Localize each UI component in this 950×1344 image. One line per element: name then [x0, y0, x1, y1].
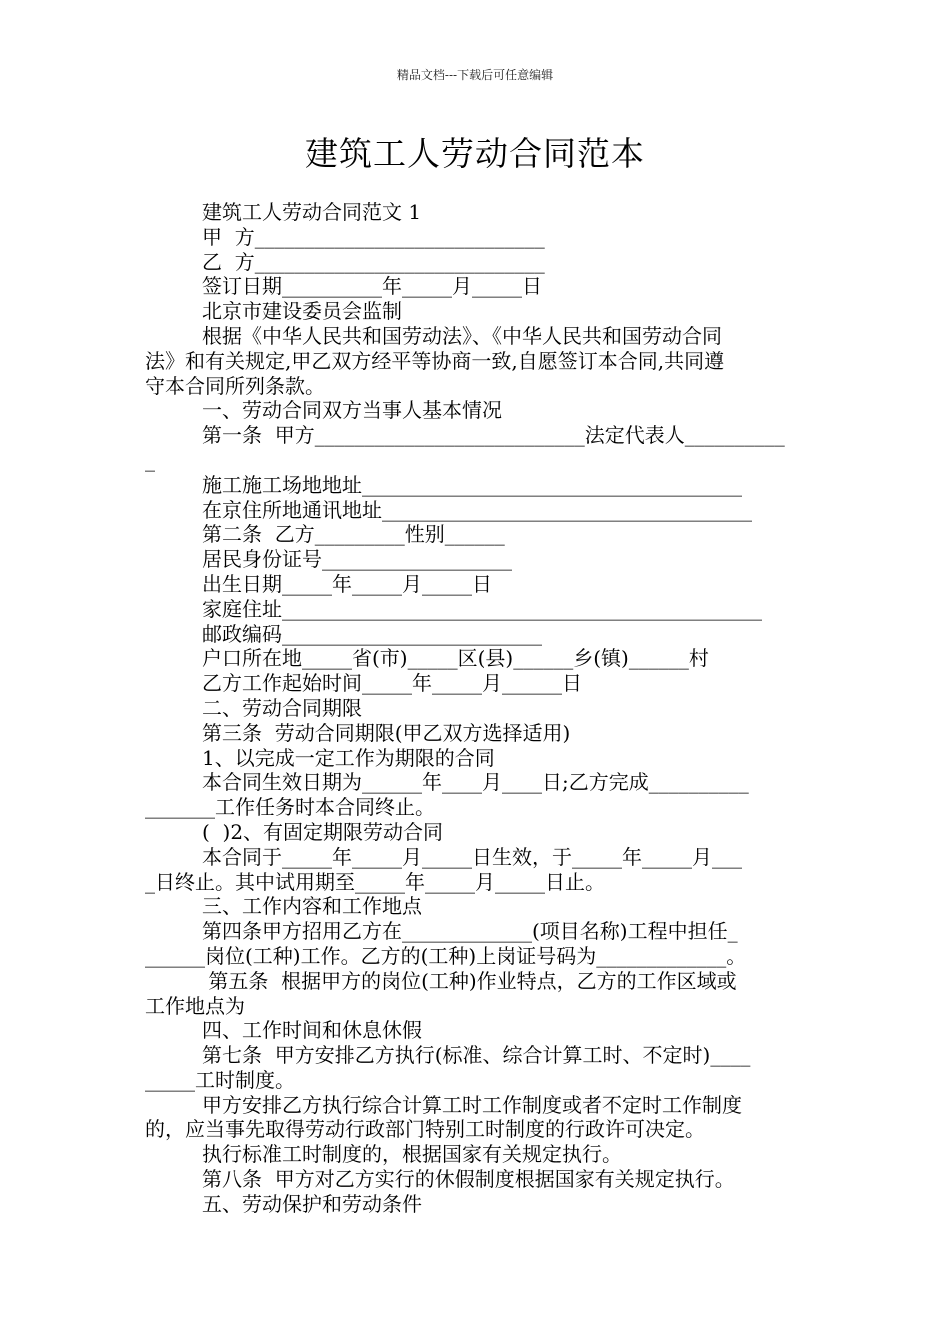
line-preamble-3: 守本合同所列条款。 — [145, 373, 325, 398]
section-heading-5: 五、劳动保护和劳动条件 — [202, 1191, 422, 1216]
line-preamble-2: 法》和有关规定,甲乙双方经平等协商一致,自愿签订本合同,共同遵 — [145, 348, 725, 373]
clause-5-line-2: 工作地点为 — [145, 993, 245, 1018]
clause-8-line: 第八条 甲方对乙方实行的休假制度根据国家有关规定执行。 — [202, 1167, 735, 1192]
line-birth-date: 出生日期_____年_____月_____日 — [202, 571, 492, 596]
line-subtitle: 建筑工人劳动合同范文 1 — [202, 200, 422, 224]
clause-2-line: 第二条 乙方_________性别______ — [202, 522, 505, 547]
section-heading-3: 三、工作内容和工作地点 — [202, 894, 422, 919]
clause-7-line-2: _____工时制度。 — [145, 1067, 295, 1092]
section-heading-2: 二、劳动合同期限 — [202, 695, 362, 720]
clause-7-line-1: 第七条 甲方安排乙方执行(标准、综合计算工时、不定时)____ — [202, 1043, 751, 1068]
option-2-detail-1: 本合同于_____年_____月_____日生效，于_____年_____月___ — [202, 844, 742, 869]
option-1-line: 1、以完成一定工作为期限的合同 — [202, 745, 495, 770]
line-preamble-1: 根据《中华人民共和国劳动法》、《中华人民共和国劳动合同 — [202, 323, 722, 348]
paragraph-comprehensive-1: 甲方安排乙方执行综合计算工时工作制度或者不定时工作制度 — [202, 1092, 742, 1117]
line-party-b: 乙 方_____________________________ — [202, 249, 545, 274]
line-postal-code: 邮政编码__________________________ — [202, 621, 542, 646]
document-body — [145, 200, 810, 1217]
section-heading-1: 一、劳动合同双方当事人基本情况 — [202, 398, 502, 423]
option-2-detail-2: _日终止。其中试用期至_____年_____月_____日止。 — [145, 869, 605, 894]
clause-1-line-1: 第一条 甲方___________________________法定代表人__________ — [202, 423, 785, 448]
clause-1-line-2: _ — [145, 447, 155, 472]
line-household: 户口所在地_____省(市)_____区(县)______乡(镇)______村 — [202, 646, 709, 671]
document-title: 建筑工人劳动合同范本 — [305, 134, 645, 173]
line-site-address: 施工施工场地地址______________________________________ — [202, 472, 742, 497]
clause-4-line-2: ______岗位(工种)工作。乙方的(工种)上岗证号码为_____________。 — [145, 943, 747, 968]
clause-3-line: 第三条 劳动合同期限(甲乙双方选择适用) — [202, 720, 571, 745]
page-header: 精品文档---下载后可任意编辑 — [396, 68, 554, 82]
line-party-a: 甲 方_____________________________ — [202, 224, 545, 249]
option-1-detail-1: 本合同生效日期为______年____月____日;乙方完成__________ — [202, 770, 749, 795]
line-beijing-address: 在京住所地通讯地址_____________________________________ — [202, 497, 752, 522]
clause-4-line-1: 第四条甲方招用乙方在_____________(项目名称)工程中担任_ — [202, 919, 738, 944]
paragraph-comprehensive-2: 的，应当事先取得劳动行政部门特别工时制度的行政许可决定。 — [145, 1117, 705, 1142]
line-supervisor: 北京市建设委员会监制 — [202, 299, 402, 324]
option-2-line: ( )2、有固定期限劳动合同 — [202, 819, 444, 844]
paragraph-standard-hours: 执行标准工时制度的，根据国家有关规定执行。 — [202, 1142, 622, 1167]
line-id-number: 居民身份证号___________________ — [202, 547, 512, 572]
line-start-time: 乙方工作起始时间_____年_____月______日 — [202, 671, 582, 696]
option-1-detail-2: _______工作任务时本合同终止。 — [145, 795, 435, 820]
section-heading-4: 四、工作时间和休息休假 — [202, 1018, 422, 1043]
line-sign-date: 签订日期__________年_____月_____日 — [202, 274, 542, 299]
clause-5-line-1: 第五条 根据甲方的岗位(工种)作业特点，乙方的工作区域或 — [202, 968, 737, 993]
line-home-address: 家庭住址________________________________________________ — [202, 596, 762, 621]
